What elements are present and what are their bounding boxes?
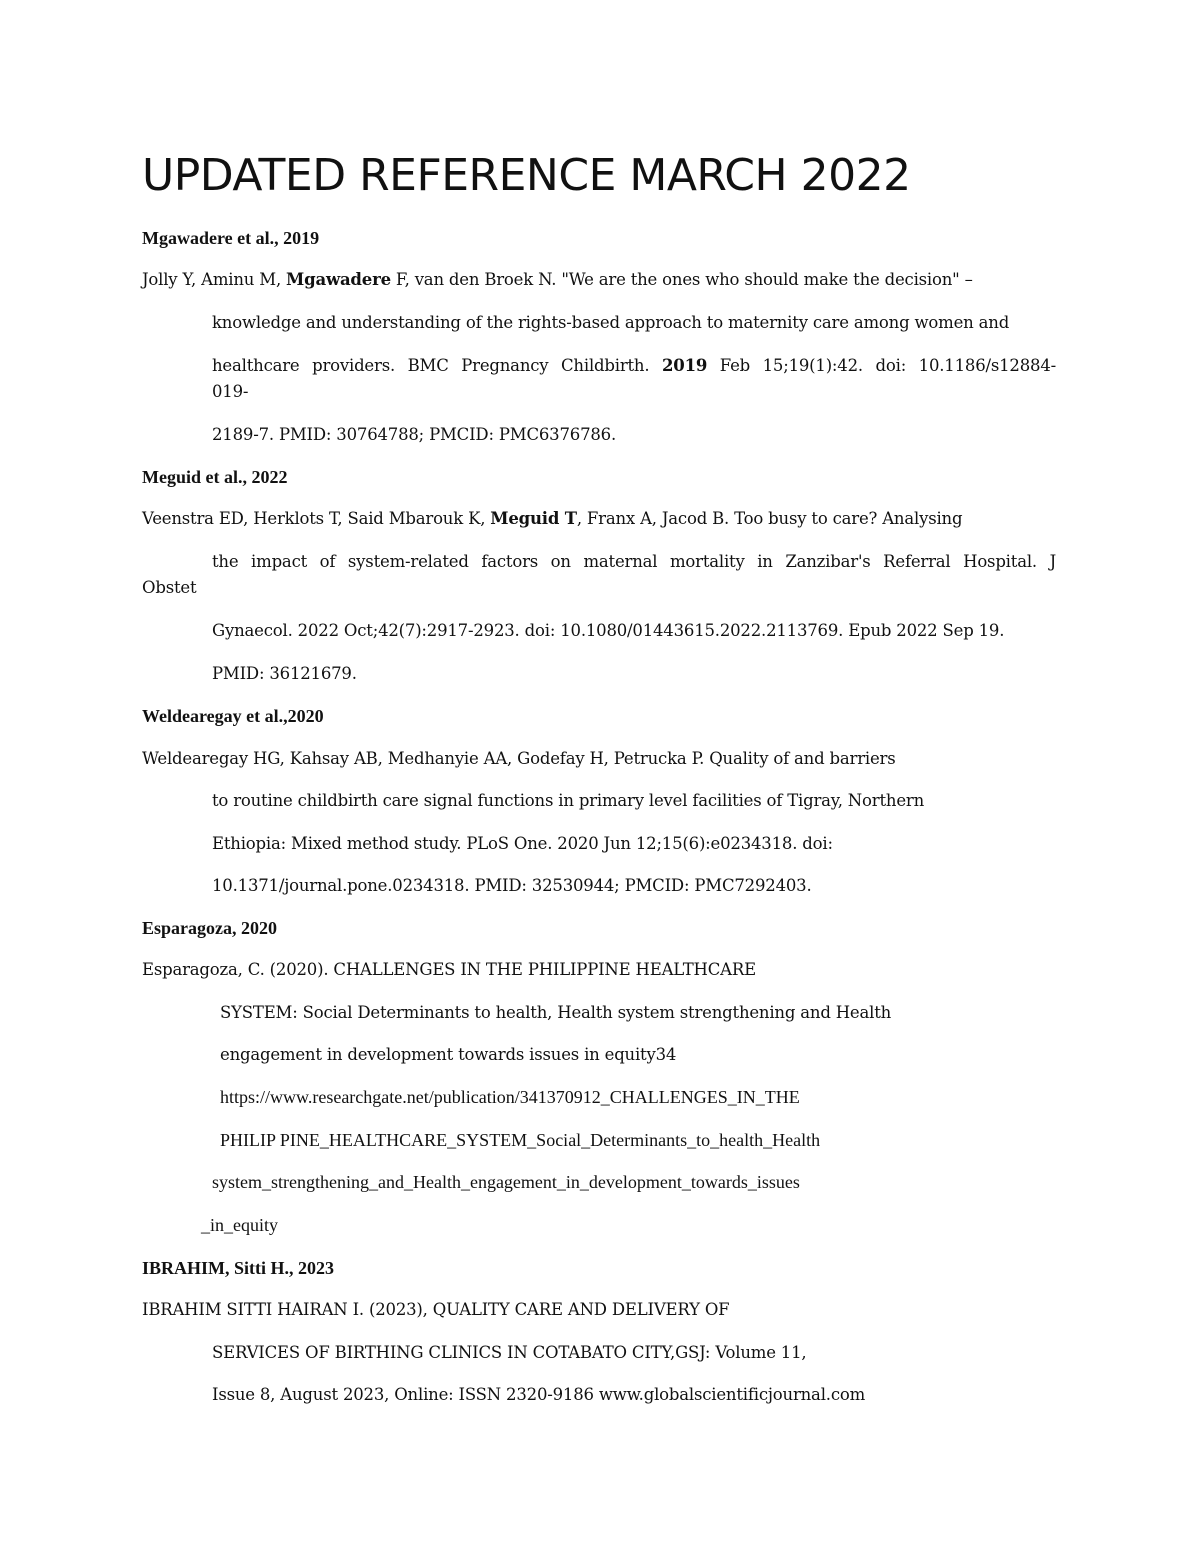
page-title: UPDATED REFERENCE MARCH 2022: [142, 150, 911, 201]
reference-line: Weldearegay HG, Kahsay AB, Medhanyie AA, Godefay H, Petrucka P. Quality of and barriers: [142, 749, 896, 768]
reference-line: 019-: [212, 382, 249, 401]
reference-line: Ethiopia: Mixed method study. PLoS One. 2020 Jun 12;15(6):e0234318. doi:: [212, 834, 833, 853]
reference-text: healthcare providers. BMC Pregnancy Childbirth.: [212, 356, 663, 375]
reference-line: to routine childbirth care signal functions in primary level facilities of Tigray, Northern: [212, 791, 924, 810]
reference-line: PMID: 36121679.: [212, 664, 357, 683]
reference-line: engagement in development towards issues in equity34: [220, 1045, 677, 1064]
reference-heading: Meguid et al., 2022: [142, 467, 288, 487]
reference-heading: Esparagoza, 2020: [142, 918, 277, 938]
reference-heading: IBRAHIM, Sitti H., 2023: [142, 1258, 335, 1278]
reference-line: Issue 8, August 2023, Online: ISSN 2320-9186 www.globalscientificjournal.com: [212, 1385, 866, 1404]
reference-line: [142, 268, 973, 292]
reference-line: 2189-7. PMID: 30764788; PMCID: PMC6376786.: [212, 425, 617, 444]
author-highlight: Meguid T: [490, 509, 577, 528]
reference-line: [142, 507, 962, 531]
reference-heading: Mgawadere et al., 2019: [142, 228, 320, 248]
reference-url: system_strengthening_and_Health_engagement_in_development_towards_issues: [212, 1172, 800, 1192]
reference-line: SERVICES OF BIRTHING CLINICS IN COTABATO CITY,GSJ: Volume 11,: [212, 1343, 807, 1362]
year-highlight: 2019: [662, 356, 708, 375]
reference-url: https://www.researchgate.net/publication/341370912_CHALLENGES_IN_THE: [220, 1087, 800, 1107]
reference-line: [212, 354, 1056, 378]
reference-line: IBRAHIM SITTI HAIRAN I. (2023), QUALITY CARE AND DELIVERY OF: [142, 1300, 730, 1319]
reference-text: Feb 15;19(1):42. doi: 10.1186/s12884-: [707, 356, 1056, 375]
reference-heading: Weldearegay et al.,2020: [142, 706, 324, 726]
author-highlight: Mgawadere: [286, 270, 391, 289]
reference-text: F, van den Broek N. "We are the ones who should make the decision" –: [390, 270, 973, 289]
reference-line: Gynaecol. 2022 Oct;42(7):2917-2923. doi: 10.1080/01443615.2022.2113769. Epub 2022 Sep 19.: [212, 621, 1005, 640]
reference-line: the impact of system-related factors on maternal mortality in Zanzibar's Referral Hospital. J: [212, 552, 1056, 571]
reference-line: SYSTEM: Social Determinants to health, Health system strengthening and Health: [220, 1003, 892, 1022]
reference-text: Veenstra ED, Herklots T, Said Mbarouk K,: [142, 509, 491, 528]
reference-url: PHILIP PINE_HEALTHCARE_SYSTEM_Social_Determinants_to_health_Health: [220, 1130, 821, 1150]
reference-line: 10.1371/journal.pone.0234318. PMID: 32530944; PMCID: PMC7292403.: [212, 876, 812, 895]
reference-line: Obstet: [142, 578, 197, 597]
reference-url: _in_equity: [201, 1215, 278, 1235]
reference-text: , Franx A, Jacod B. Too busy to care? Analysing: [576, 509, 963, 528]
reference-line: Esparagoza, C. (2020). CHALLENGES IN THE PHILIPPINE HEALTHCARE: [142, 960, 756, 979]
reference-text: Jolly Y, Aminu M,: [142, 270, 287, 289]
reference-line: knowledge and understanding of the rights-based approach to maternity care among women and: [212, 313, 1010, 332]
